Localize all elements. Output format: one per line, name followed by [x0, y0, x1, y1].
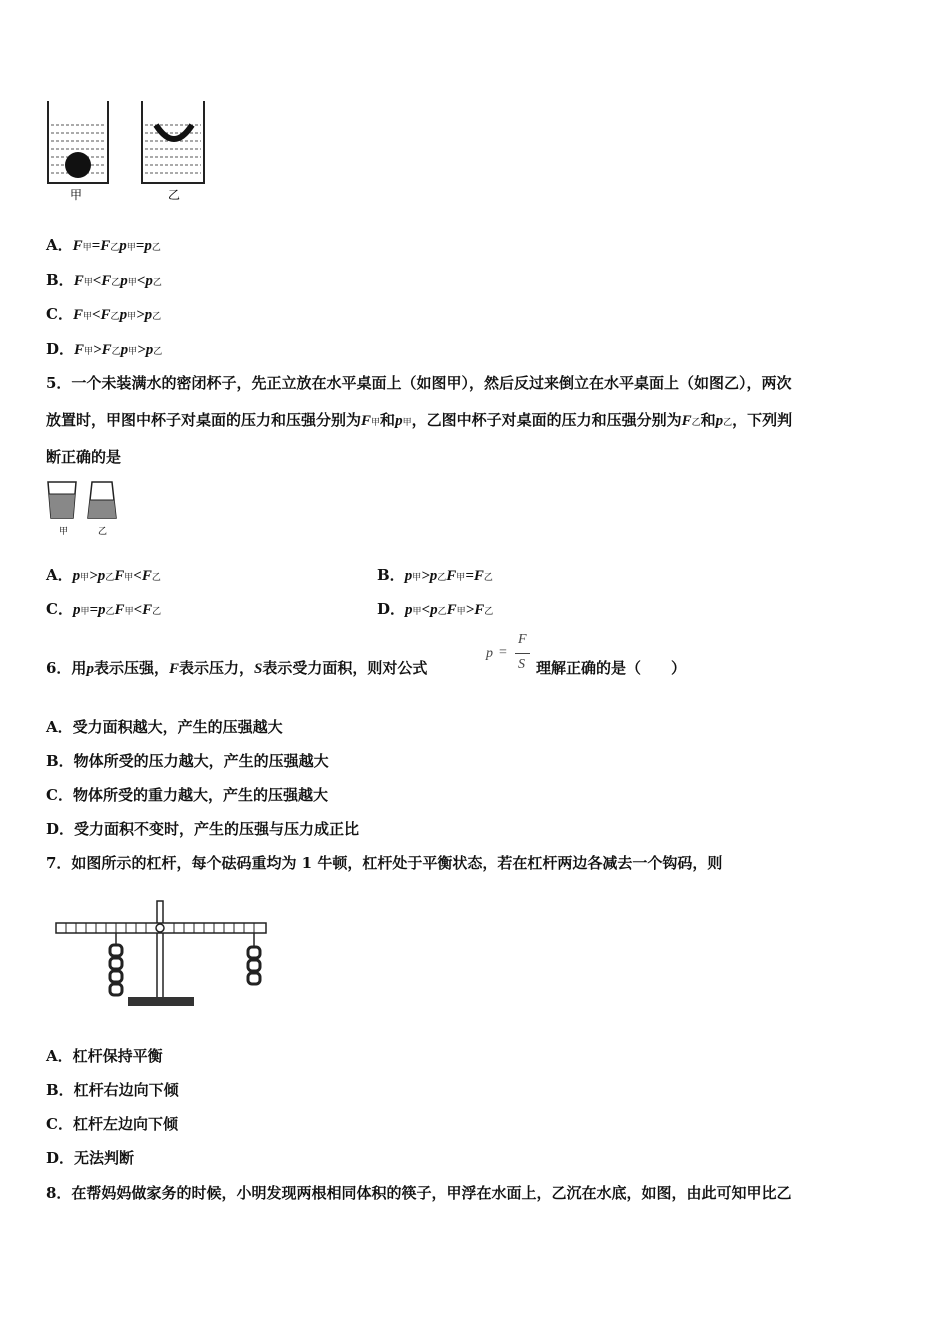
q4-option-a[interactable]: A．F甲=F乙p甲=p乙 [46, 236, 161, 254]
cup-inverted [88, 482, 116, 518]
q7-stem: 7．如图所示的杠杆，每个砝码重均为 1 牛顿，杠杆处于平衡状态，若在杠杆两边各减去一个钩码，则 [46, 854, 723, 872]
lever-stand [157, 901, 163, 1001]
q7-option-b[interactable]: B．杠杆右边向下倾 [46, 1081, 179, 1099]
q6-option-b[interactable]: B．物体所受的压力越大，产生的压强越大 [46, 752, 329, 770]
q6-stem: 6．用p表示压强，F表示压力，S表示受力面积，则对公式 [46, 659, 428, 677]
q5-stem-line2: 放置时，甲图中杯子对桌面的压力和压强分别为F甲和p甲，乙图中杯子对桌面的压力和压强分别为F乙和p乙，下列判 [46, 411, 793, 429]
q7-option-c[interactable]: C．杠杆左边向下倾 [46, 1115, 178, 1133]
right-weights [248, 933, 260, 984]
q6-option-a[interactable]: A．受力面积越大，产生的压强越大 [46, 718, 283, 736]
q5-option-a[interactable]: A．p甲>p乙F甲<F乙 [46, 566, 161, 584]
q4-beaker-figure [40, 95, 220, 210]
q5-label-jia: 甲 [59, 527, 69, 537]
q4-option-d[interactable]: D．F甲>F乙p甲>p乙 [46, 340, 163, 358]
q5-stem-line3: 断正确的是 [46, 448, 122, 466]
q7-option-d[interactable]: D．无法判断 [46, 1149, 135, 1167]
q5-option-d[interactable]: D．p甲<p乙F甲>F乙 [377, 600, 494, 618]
q8-stem: 8．在帮妈妈做家务的时候，小明发现两根相同体积的筷子，甲浮在水面上，乙沉在水底，如图，由此可知甲比乙 [46, 1184, 792, 1202]
left-weights [110, 933, 122, 995]
q5-label-yi: 乙 [98, 527, 108, 537]
sunk-ball [65, 152, 91, 178]
q7-lever-figure [52, 895, 272, 1013]
q4-option-b[interactable]: B．F甲<F乙p甲<p乙 [46, 271, 162, 289]
q4-option-c[interactable]: C．F甲<F乙p甲>p乙 [46, 305, 162, 323]
q5-cup-figure [44, 478, 124, 540]
q5-option-b[interactable]: B．p甲>p乙F甲=F乙 [377, 566, 493, 584]
q5-option-c[interactable]: C．p甲=p乙F甲<F乙 [46, 600, 162, 618]
floating-bowl [156, 125, 192, 139]
lever-beam [56, 923, 266, 933]
lever-base [128, 997, 194, 1006]
q4-label-yi: 乙 [168, 188, 181, 202]
q4-label-jia: 甲 [70, 188, 83, 202]
q6-option-c[interactable]: C．物体所受的重力越大，产生的压强越大 [46, 786, 328, 804]
q6-stem-end: 理解正确的是（ ） [536, 659, 687, 677]
q7-option-a[interactable]: A．杠杆保持平衡 [46, 1047, 163, 1065]
beaker-yi [142, 101, 204, 183]
fraction-bar [515, 653, 530, 654]
q6-option-d[interactable]: D．受力面积不变时，产生的压强与压力成正比 [46, 820, 360, 838]
q5-stem-line1: 5．一个未装满水的密闭杯子，先正立放在水平桌面上（如图甲），然后反过来倒立在水平桌面上（如图乙），两次 [46, 374, 792, 392]
q6-formula: p = F S [484, 632, 534, 678]
beaker-jia [48, 101, 108, 183]
cup-upright [48, 482, 76, 518]
